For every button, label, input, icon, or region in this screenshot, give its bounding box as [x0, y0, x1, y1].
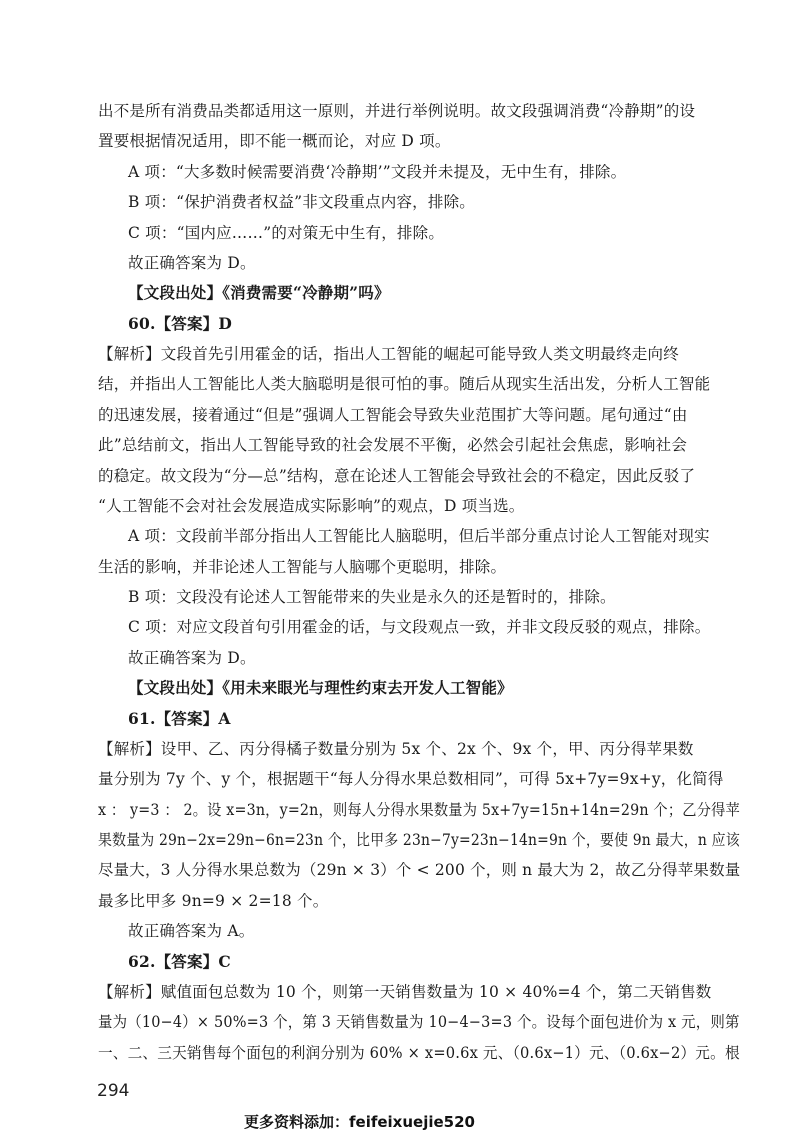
text-line: A 项：“大多数时候需要消费‘冷静期’”文段并未提及，无中生有，排除。 [128, 162, 627, 181]
text-line: 【解析】赋值面包总数为 10 个，则第一天销售数量为 10 × 40%=4 个，第二天销售数 [98, 982, 712, 1001]
text-line: 最多比甲多 9n=9 × 2=18 个。 [98, 891, 329, 910]
text-line: C 项：“国内应……”的对策无中生有，排除。 [128, 223, 445, 242]
text-line: A 项：文段前半部分指出人工智能比人脑聪明，但后半部分重点讨论人工智能对现实 [128, 527, 710, 546]
text-line: B 项：文段没有论述人工智能带来的失业是永久的还是暂时的，排除。 [128, 588, 616, 606]
text-line: 一、二、三天销售每个面包的利润分别为 60% × x=0.6x 元、（0.6x−1）元、（0.6x−2）元。根 [98, 1043, 740, 1062]
text-line: B 项：“保护消费者权益”非文段重点内容，排除。 [128, 193, 475, 212]
text-line: 量为（10−4）× 50%=3 个，第 3 天销售数量为 10−4−3=3 个。设每个面包进价为 x 元，则第 [98, 1013, 740, 1032]
answer-heading: 62.【答案】C [128, 951, 231, 971]
answer-heading: 61.【答案】A [128, 708, 231, 728]
text-line: 结，并指出人工智能比人类大脑聪明是很可怕的事。随后从现实生活出发，分析人工智能 [98, 375, 711, 394]
text-line: C 项：对应文段首句引用霍金的话，与文段观点一致，并非文段反驳的观点，排除。 [128, 618, 711, 637]
answer-heading: 60.【答案】D [128, 313, 233, 333]
text-line: 果数量为 29n−2x=29n−6n=23n 个，比甲多 23n−7y=23n−14n=9n 个，要使 9n 最大，n 应该 [98, 831, 740, 849]
text-line: x ： y=3 ： 2。设 x=3n，y=2n，则每人分得水果数量为 5x+7y=15n+14n=29n 个；乙分得苹 [98, 800, 740, 819]
text-line: 生活的影响，并非论述人工智能与人脑哪个更聪明，排除。 [98, 557, 507, 576]
page-number: 294 [97, 1081, 130, 1101]
text-line: 量分别为 7y 个、y 个，根据题干“每人分得水果总数相同”，可得 5x+7y=9x+y，化简得 [98, 770, 724, 789]
text-line: 【解析】设甲、乙、丙分得橘子数量分别为 5x 个、2x 个、9x 个，甲、丙分得苹果数 [98, 739, 694, 758]
text-line: 的迅速发展，接着通过“但是”强调人工智能会导致失业范围扩大等问题。尾句通过“由 [98, 405, 688, 424]
source-line: 【文段出处】《消费需要“冷静期”吗》 [128, 283, 390, 303]
text-line: 的稳定。故文段为“分—总”结构，意在论述人工智能会导致社会的不稳定，因此反驳了 [98, 466, 696, 485]
text-line: 置要根据情况适用，即不能一概而论，对应 D 项。 [98, 132, 451, 151]
source-line: 【文段出处】《用未来眼光与理性约束去开发人工智能》 [128, 678, 513, 698]
footer-note: 更多资料添加：feifeixuejie520 [244, 1113, 475, 1131]
text-line: 故正确答案为 A。 [128, 922, 255, 941]
text-line: 出不是所有消费品类都适用这一原则，并进行举例说明。故文段强调消费“冷静期”的设 [98, 102, 696, 120]
text-line: “人工智能不会对社会发展造成实际影响”的观点，D 项当选。 [98, 496, 525, 515]
text-line: 此”总结前文，指出人工智能导致的社会发展不平衡，必然会引起社会焦虑，影响社会 [98, 436, 688, 455]
text-line: 故正确答案为 D。 [128, 253, 256, 272]
text-line: 故正确答案为 D。 [128, 648, 256, 667]
text-line: 【解析】文段首先引用霍金的话，指出人工智能的崛起可能导致人类文明最终走向终 [98, 345, 679, 363]
text-line: 尽量大，3 人分得水果总数为（29n × 3）个 < 200 个，则 n 最大为 2，故乙分得苹果数量 [98, 861, 741, 880]
